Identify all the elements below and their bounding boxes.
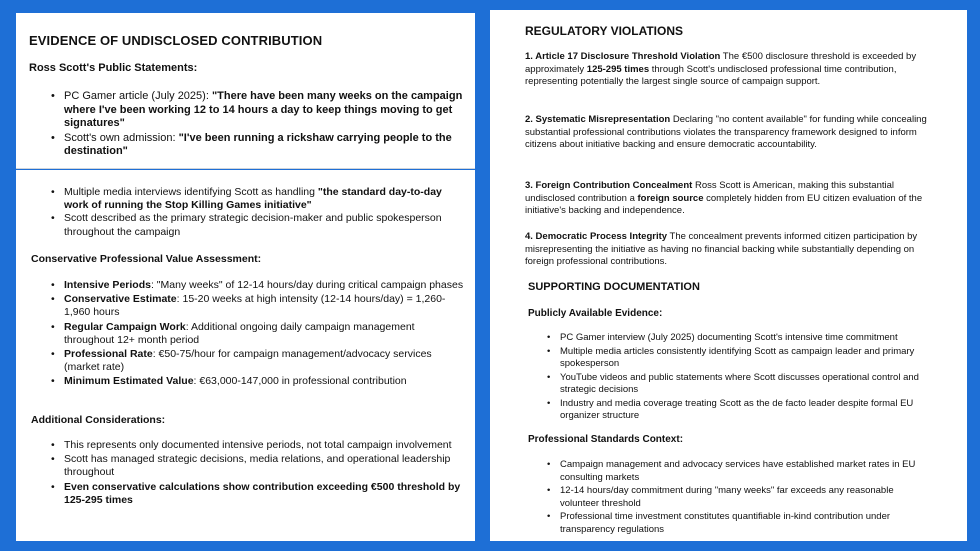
additional-considerations-heading: Additional Considerations: [31,414,166,426]
item-label: Conservative Estimate [64,293,177,306]
list-item: • Multiple media articles consistently identifying Scott as campaign leader and primary spokesperson [560,346,935,371]
list-item: • Professional time investment constitutes quantifiable in-kind contribution under transparency regulations [560,511,935,536]
item-text: : 15-20 weeks at high intensity (12-14 hours/day) = 1,260-1,960 hours [64,293,446,319]
item-text: : Additional ongoing daily campaign management throughout 12+ month period [64,320,415,346]
item-quote: "There have been many weeks on the campaign where I've been working 12 to 14 hours a day to keep things moving to get signatures" [64,90,463,129]
item-text: : €63,000-147,000 in professional contribution [193,375,407,388]
violation-text: The €500 disclosure threshold is exceeded by approximately [525,51,917,75]
violation-emphasis: 125-295 times [586,63,650,75]
public-statements-list [64,90,469,160]
panel-divider [16,168,475,169]
list-item [64,321,464,347]
list-item: • Industry and media coverage treating Scott as the de facto leader despite formal EU organizer structure [560,398,935,423]
list-item [64,212,464,238]
item-label: Regular Campaign Work [64,320,186,333]
regulatory-violations-title: REGULATORY VIOLATIONS [525,24,684,38]
item-label: Minimum Estimated Value [64,375,194,388]
violation-text: The concealment prevents informed citizen participation by misrepresenting the initiative as having no financial backing while substantially depending on foreign professional contributions. [525,231,918,268]
item-text: PC Gamer article (July 2025): [64,90,212,102]
right-panel [490,10,967,541]
evidence-title: EVIDENCE OF UNDISCLOSED CONTRIBUTION [29,33,323,48]
violation-label: 4. Democratic Process Integrity [525,231,668,242]
violation-text: Ross Scott is American, making this substantial undisclosed contribution a [525,180,895,204]
media-evidence-list [64,186,464,239]
list-item: • 12-14 hours/day commitment during "many weeks" far exceeds any reasonable volunteer threshold [560,485,935,510]
violation-label: 3. Foreign Contribution Concealment [525,180,693,191]
list-item [64,481,464,507]
list-item [64,293,464,319]
item-label: Intensive Periods [64,279,151,291]
professional-standards-list [560,459,935,537]
item-text: Scott described as the primary strategic decision-maker and public spokesperson throughout the campaign [64,212,442,238]
item-text: Scott has managed strategic decisions, media relations, and operational leadership throughout [64,453,451,479]
list-item [64,279,464,292]
value-assessment-list [64,279,464,390]
violation-text: through Scott's undisclosed professional time contribution, representing potentially the largest single source of campaign support. [525,63,897,88]
professional-standards-heading: Professional Standards Context: [528,434,684,445]
item-quote: "the standard day-to-day work of running the Stop Killing Games initiative" [64,186,442,212]
supporting-documentation-title: SUPPORTING DOCUMENTATION [528,281,700,293]
item-label: Professional Rate [64,348,153,361]
violation-text: completely hidden from EU citizen evaluation of the initiative's backing and independence. [525,192,923,217]
list-item [64,453,464,479]
list-item: • YouTube videos and public statements where Scott discusses operational control and strategic decisions [560,372,935,397]
item-emphasis: Even conservative calculations show contribution exceeding €500 threshold by 125-295 times [64,480,461,506]
list-item [64,186,464,212]
public-evidence-heading: Publicly Available Evidence: [528,308,663,319]
list-item [64,90,469,131]
public-statements-heading: Ross Scott's Public Statements: [29,62,198,74]
item-text: Multiple media interviews identifying Scott as handling [64,186,318,198]
conservative-value-heading: Conservative Professional Value Assessment: [31,253,262,265]
violation-item [525,180,930,218]
violation-item [525,231,930,269]
list-item [64,375,464,388]
public-evidence-list [560,332,935,424]
list-item: • Campaign management and advocacy services have established market rates in EU consulting markets [560,459,935,484]
item-text: : €50-75/hour for campaign management/advocacy services (market rate) [64,348,432,374]
additional-considerations-list [64,439,464,508]
list-item [64,132,469,159]
list-item: • PC Gamer interview (July 2025) documenting Scott's intensive time commitment [560,332,935,345]
violation-item [525,114,930,152]
list-item [64,439,464,452]
item-text: : "Many weeks" of 12-14 hours/day during critical campaign phases [150,279,464,291]
left-top-panel [16,13,475,168]
violation-emphasis: foreign source [637,192,704,204]
item-text: This represents only documented intensive periods, not total campaign involvement [64,439,452,451]
violation-label: 1. Article 17 Disclosure Threshold Violation [525,51,721,62]
item-text: Scott's own admission: [64,131,179,144]
violation-text: Declaring "no content available" for funding while concealing substantial professional contributions violates the transparency framework designed to inform citizens about initiative backing and ensure democratic accountability. [525,114,927,151]
item-quote: "I've been running a rickshaw carrying people to the destination" [64,131,452,157]
list-item [64,348,464,374]
violation-item [525,51,930,89]
violation-label: 2. Systematic Misrepresentation [525,114,671,125]
left-bottom-panel [16,170,475,541]
